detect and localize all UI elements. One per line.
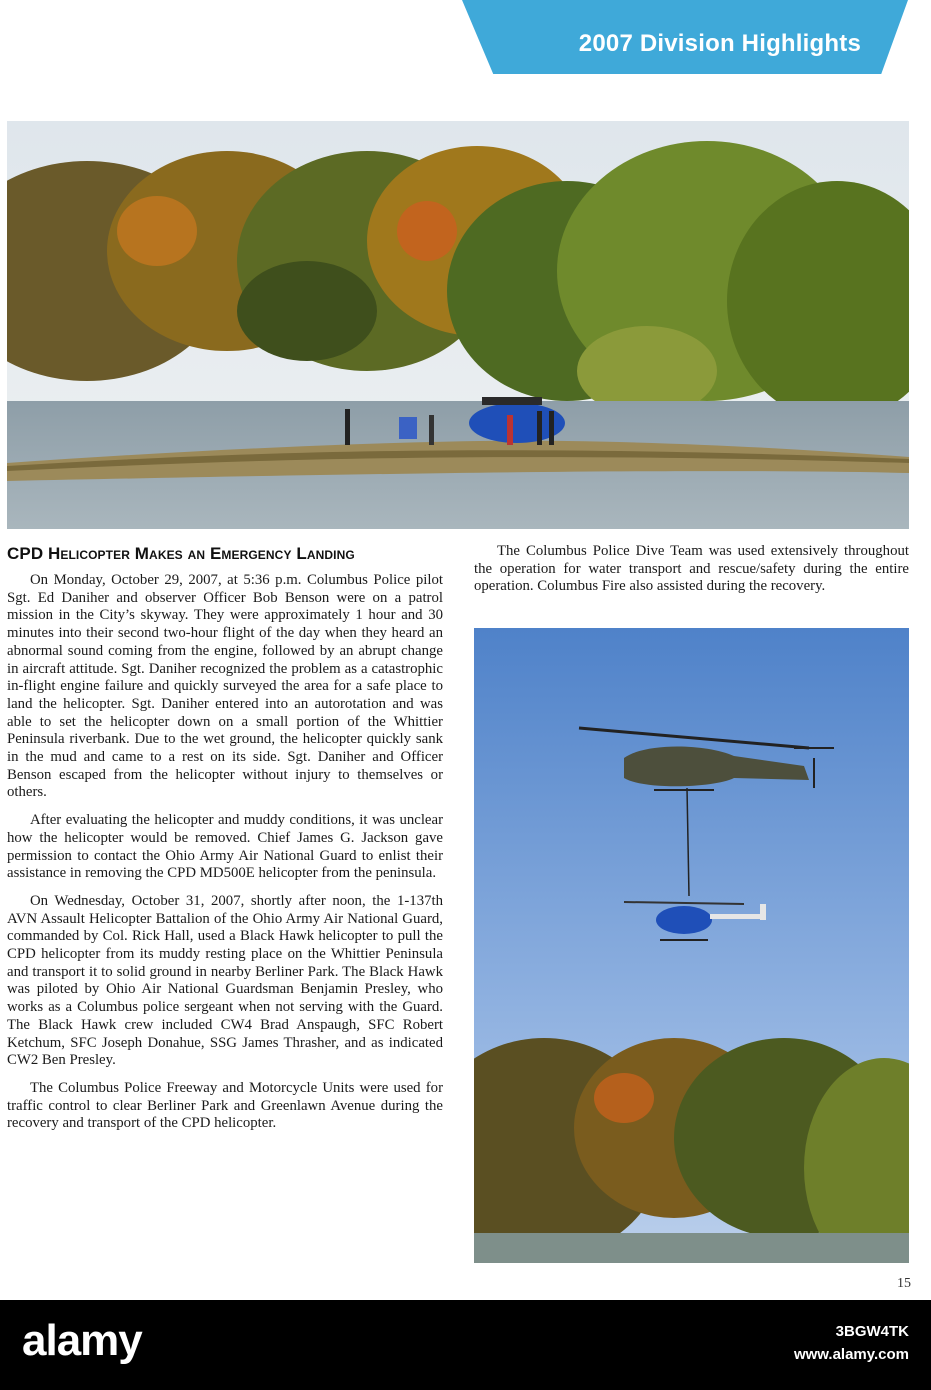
article-paragraph: The Columbus Police Freeway and Motorcycle Units were used for traffic control to clear Berliner Park and Greenlawn Avenue during the recovery and transport of the CPD helicopter. xyxy=(7,1079,443,1132)
footer-image-id: 3BGW4TK xyxy=(835,1323,909,1340)
footer-url: www.alamy.com xyxy=(793,1346,909,1363)
section-title: 2007 Division Highlights xyxy=(578,30,861,57)
page-number: 15 xyxy=(897,1276,911,1291)
article-paragraph: On Wednesday, October 31, 2007, shortly after noon, the 1-137th AVN Assault Helicopter Battalion of the Ohio Army Air National Guard, commanded by Col. Rick Hall, used a Black Hawk helicopter to pull the CPD helicopter from its muddy resting place on the Whittier Peninsula and transport it to solid ground in nearby Berliner Park. The Black Hawk was piloted by Ohio Air National Guardsman Benjamin Presley, who works as a Columbus police sergeant when not serving with the Guard. The Black Hawk crew included CW4 Brad Anspaugh, SFC Robert Ketchum, SFC Joseph Donahue, SSG James Thrasher, and as indicated CW2 Ben Presley. xyxy=(7,892,443,1069)
footer-logo: alamy xyxy=(22,1316,142,1365)
article-paragraph: On Monday, October 29, 2007, at 5:36 p.m. Columbus Police pilot Sgt. Ed Daniher and observer Officer Bob Benson were on a patrol mission in the City’s skyway. They were approximately 1 hour and 30 minutes into their second two-hour flight of the day when they heard an abnormal sound coming from the engine, followed by an abrupt change in aircraft attitude. Sgt. Daniher recognized the problem as a catastrophic in-flight engine failure and quickly surveyed the area for a safe place to land the helicopter. Sgt. Daniher entered into an autorotation and was able to set the helicopter down on a small portion of the Whittier Peninsula riverbank. Due to the wet ground, the helicopter quickly sank in the mud and came to a rest on its side. Sgt. Daniher and Officer Benson escaped from the helicopter without injury to themselves or others. xyxy=(7,572,443,801)
photo-black-hawk-lift xyxy=(474,628,909,1263)
photo-helicopter-on-riverbank xyxy=(7,121,909,529)
article-column-left xyxy=(7,572,443,1143)
article-headline: CPD Helicopter Makes an Emergency Landing xyxy=(7,544,355,563)
article-column-right xyxy=(474,543,909,606)
article-paragraph: After evaluating the helicopter and muddy conditions, it was unclear how the helicopter would be removed. Chief James G. Jackson gave permission to contact the Ohio Army Air National Guard to enlist their assistance in removing the CPD MD500E helicopter from the peninsula. xyxy=(7,812,443,882)
article-paragraph: The Columbus Police Dive Team was used extensively throughout the operation for water transport and rescue/safety during the entire operation. Columbus Fire also assisted during the recovery. xyxy=(474,543,909,595)
